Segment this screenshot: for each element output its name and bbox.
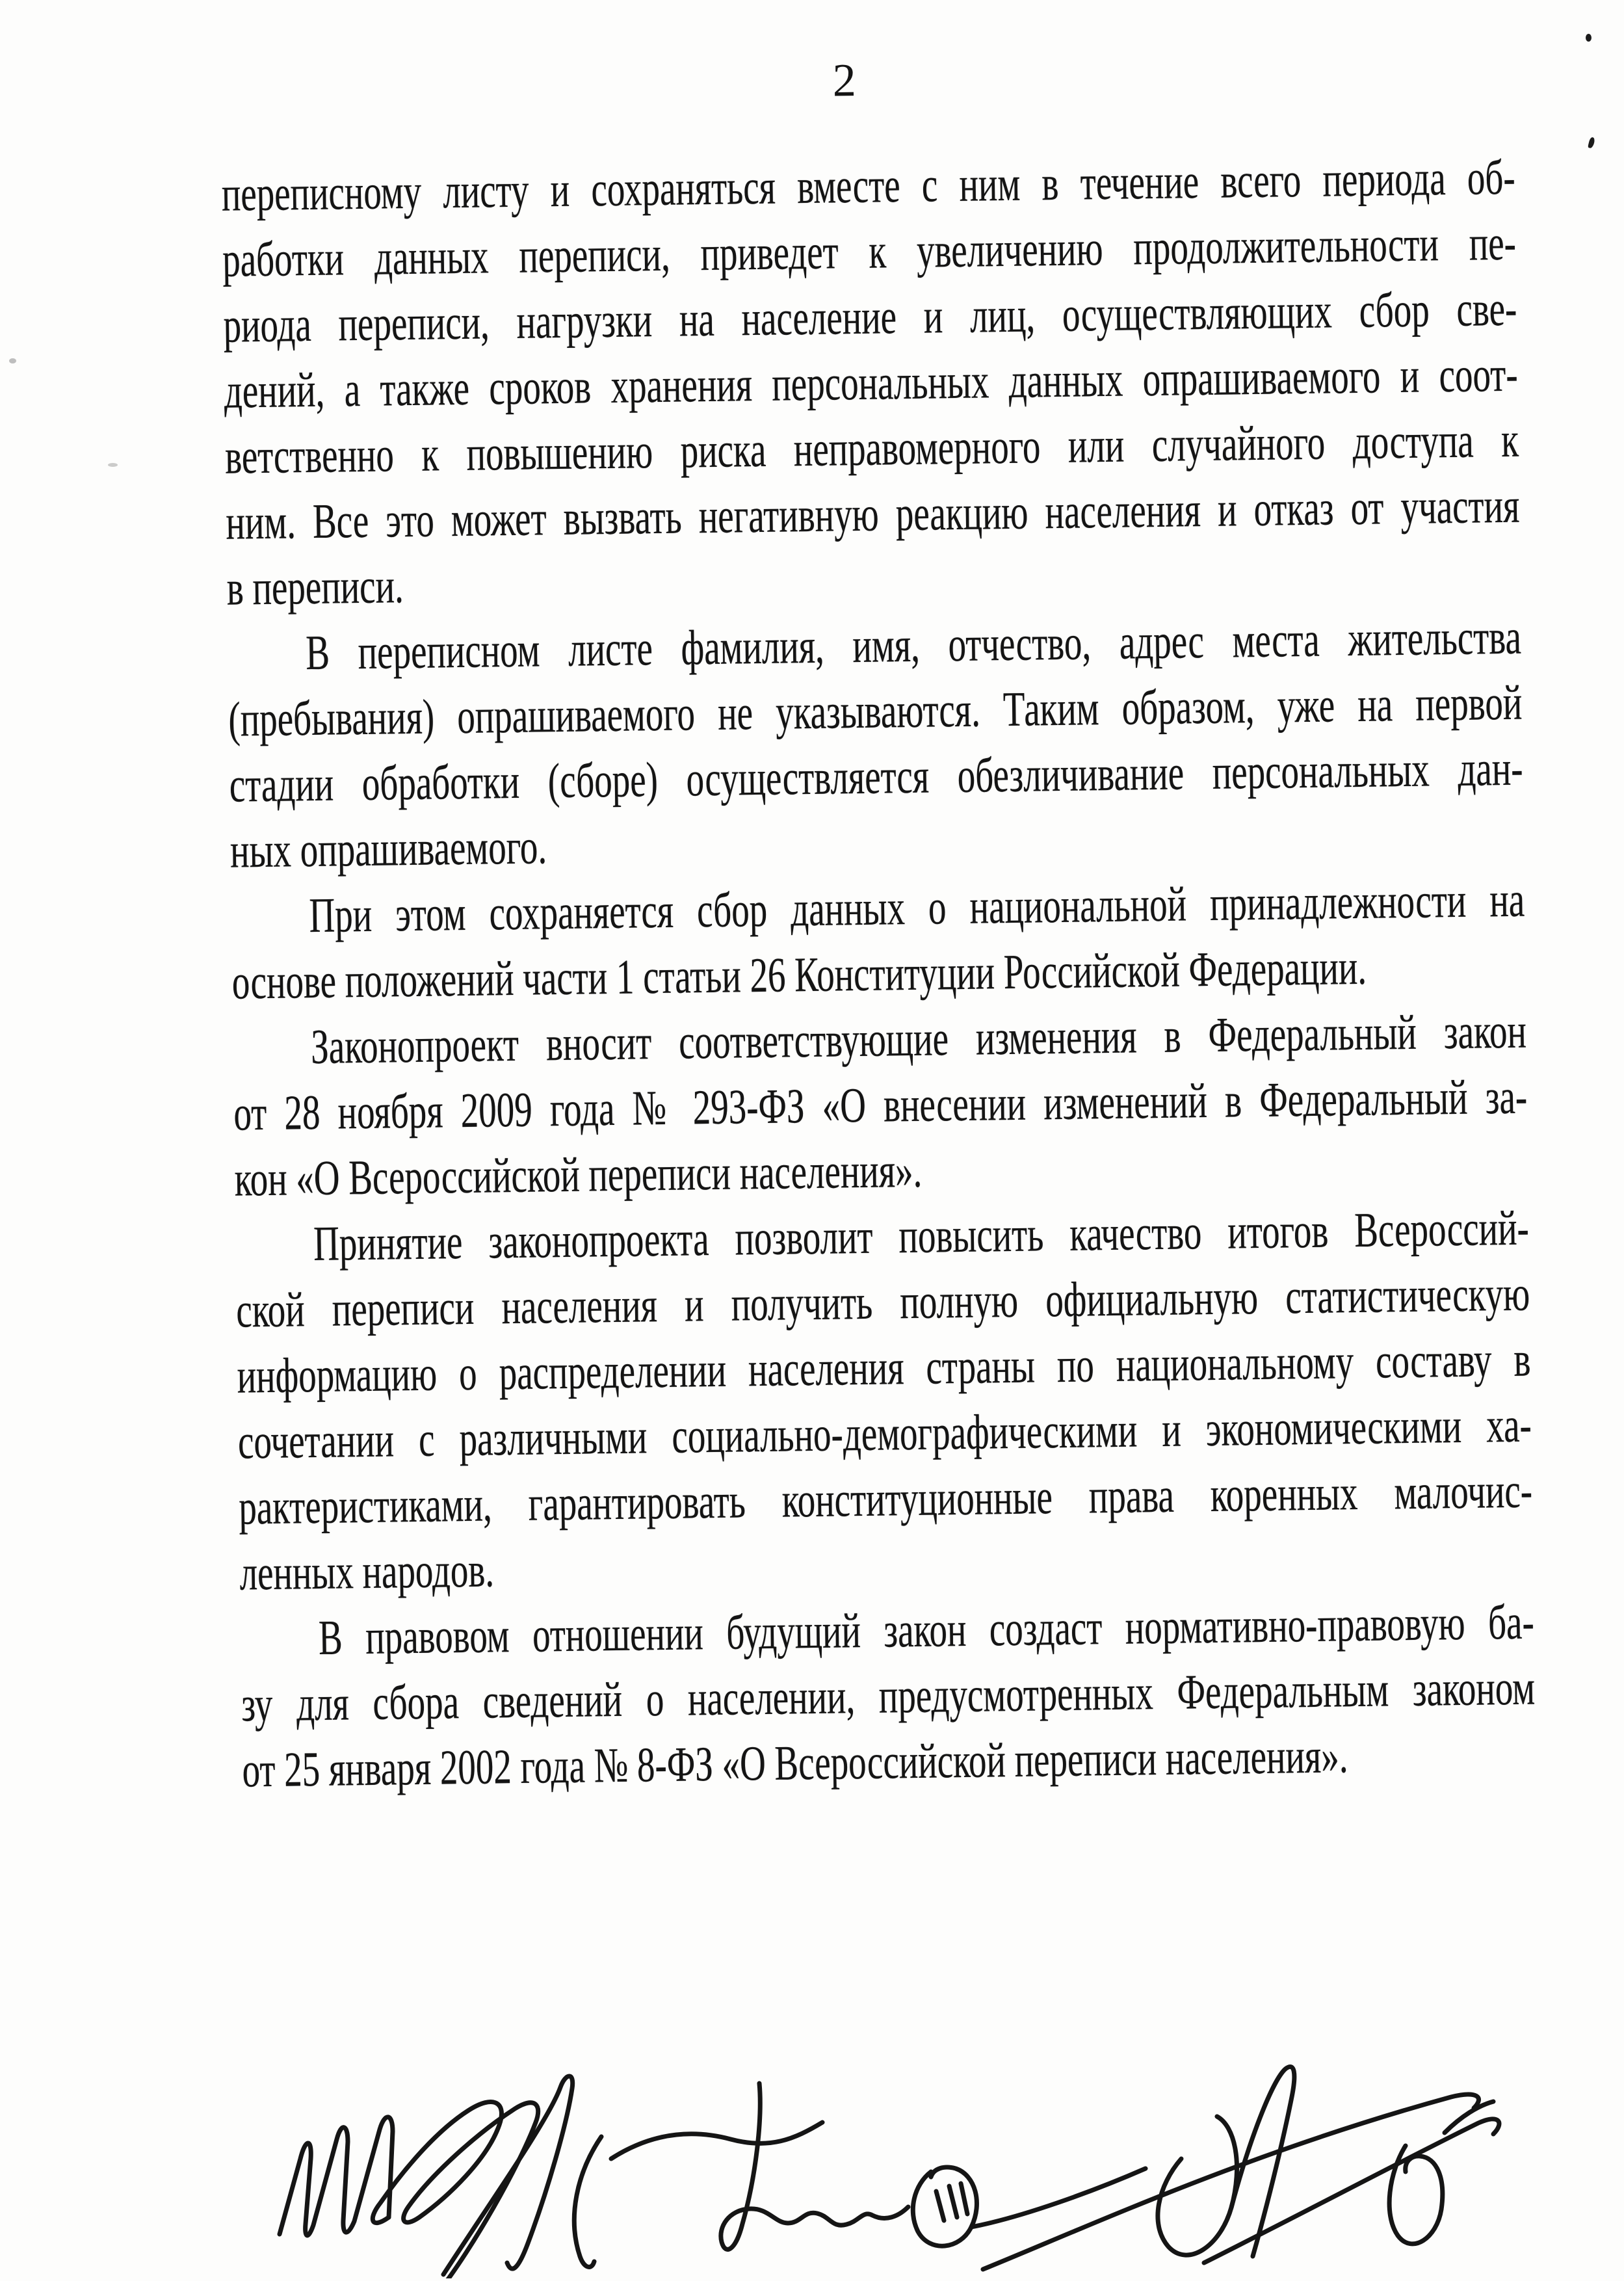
text-line: При этом сохраняется сбор данных о национальной принадлежности на: [308, 872, 1525, 943]
text-line: ных опрашиваемого.: [229, 819, 547, 878]
text-line: Принятие законопроекта позволит повысить качество итогов Всероссий-: [313, 1200, 1530, 1272]
text-line: стадии обработки (сборе) осуществляется обезличивание персональных дан-: [229, 741, 1524, 813]
text-line: риода переписи, нагрузки на население и лиц, осуществляющих сбор све-: [222, 281, 1517, 353]
text-line: дений, а также сроков хранения персональных данных опрашиваемого и соот-: [224, 347, 1519, 419]
text-line: ленных народов.: [239, 1542, 495, 1601]
text-line: в переписи.: [226, 559, 404, 616]
text-line: ветственно к повышению риска неправомерного или случайного доступа к: [224, 412, 1519, 484]
scan-artifact: [9, 358, 16, 363]
text-line: рактеристиками, гарантировать конституционные права коренных малочис-: [238, 1463, 1533, 1535]
text-line: (пребывания) опрашиваемого не указываются. Таким образом, уже на первой: [228, 675, 1523, 747]
text-line: кон «О Всероссийской переписи населения».: [234, 1142, 923, 1207]
text-line: работки данных переписи, приведет к увеличению продолжительности пе-: [222, 215, 1517, 287]
scan-artifact: [1586, 34, 1591, 42]
text-line: от 28 ноября 2009 года № 293-ФЗ «О внесении изменений в Федеральный за-: [233, 1069, 1528, 1141]
text-line: сочетании с различными социально-демографическими и экономическими ха-: [237, 1397, 1532, 1470]
page-number: 2: [832, 53, 857, 107]
text-line: Законопроект вносит соответствующие изменения в Федеральный закон: [310, 1003, 1527, 1075]
signature-scribble: [273, 2060, 1547, 2278]
text-line: переписному листу и сохраняться вместе с ним в течение всего периода об-: [221, 150, 1516, 222]
text-line: ним. Все это может вызвать негативную реакцию населения и отказ от участия: [225, 478, 1520, 550]
text-line: В переписном листе фамилия, имя, отчество, адрес места жительства: [305, 609, 1522, 681]
text-line: зу для сбора сведений о населении, предусмотренных Федеральным законом: [241, 1660, 1536, 1732]
text-line: ской переписи населения и получить полную официальную статистическую: [235, 1266, 1530, 1338]
document-text-column: [221, 145, 1536, 1804]
text-line: основе положений части 1 статьи 26 Конституции Российской Федерации.: [231, 940, 1367, 1010]
text-line: от 25 января 2002 года № 8-ФЗ «О Всероссийской переписи населения».: [242, 1728, 1348, 1798]
text-line: В правовом отношении будущий закон создаст нормативно-правовую ба-: [318, 1594, 1535, 1665]
text-line: информацию о распределении населения страны по национальному составу в: [237, 1332, 1531, 1404]
scan-artifact: [108, 463, 118, 467]
